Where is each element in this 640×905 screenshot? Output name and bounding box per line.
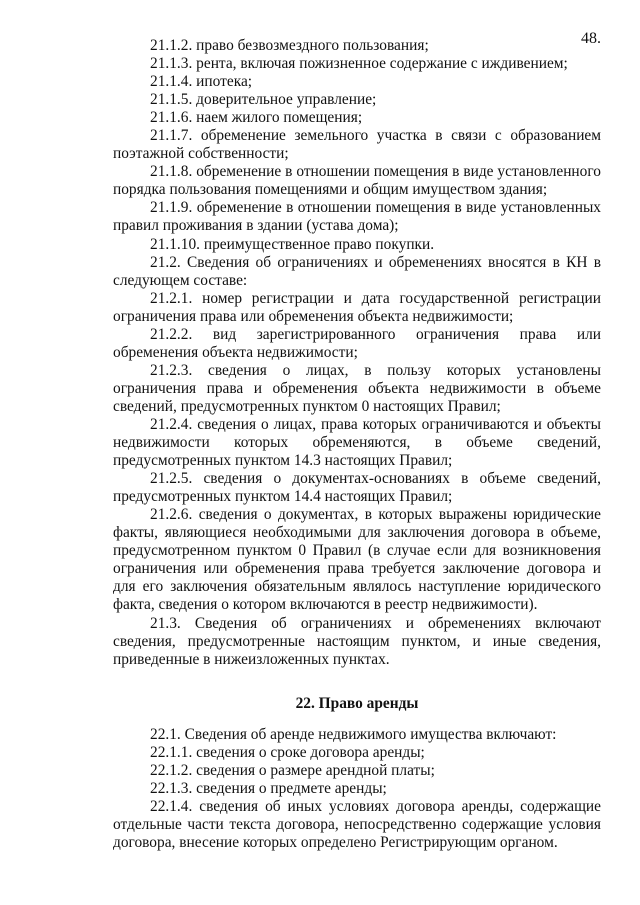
section-heading: 22. Право аренды	[295, 694, 419, 712]
paragraph: 21.1.9. обременение в отношении помещения в виде установленных правил проживания в здании (устава дома);	[113, 199, 601, 235]
paragraph: 21.3. Сведения об ограничениях и обременениях включают сведения, предусмотренные настоящим пунктом, и иные сведения, приведенные в нижеизложенных пунктах.	[113, 614, 601, 668]
paragraph: 21.2.1. номер регистрации и дата государственной регистрации ограничения права или обременения объекта недвижимости;	[113, 289, 601, 325]
paragraph: 21.1.8. обременение в отношении помещения в виде установленного порядка пользования помещениями и общим имуществом здания;	[113, 163, 601, 199]
paragraph: 21.2.5. сведения о документах-основаниях в объеме сведений, предусмотренных пунктом 14.4 настоящих Правил;	[113, 470, 601, 506]
paragraph: 21.1.6. наем жилого помещения;	[150, 109, 363, 127]
section-21-list	[113, 37, 601, 669]
paragraph: 21.2.2. вид зарегистрированного ограничения права или обременения объекта недвижимости;	[113, 325, 601, 361]
paragraph: 21.1.5. доверительное управление;	[150, 91, 377, 109]
paragraph: 21.1.10. преимущественное право покупки.	[150, 235, 435, 253]
paragraph: 22.1.3. сведения о предмете аренды;	[150, 779, 387, 797]
paragraph: 21.1.7. обременение земельного участка в связи с образованием поэтажной собственности;	[113, 127, 601, 163]
document-body	[113, 37, 601, 852]
paragraph: 21.1.2. право безвозмездного пользования;	[150, 37, 429, 54]
paragraph: 21.2. Сведения об ограничениях и обременениях вносятся в КН в следующем составе:	[113, 253, 601, 289]
page-number: 48.	[581, 30, 601, 47]
paragraph: 22.1. Сведения об аренде недвижимого имущества включают:	[150, 725, 557, 743]
section-22-list	[113, 726, 601, 852]
paragraph: 22.1.1. сведения о сроке договора аренды;	[150, 743, 425, 761]
paragraph: 21.2.3. сведения о лицах, в пользу которых установлены ограничения права и обременения объекта недвижимости в объеме сведений, предусмотренных пунктом 0 настоящих Правил;	[113, 361, 601, 415]
paragraph: 22.1.4. сведения об иных условиях договора аренды, содержащие отдельные части текста договора, непосредственно содержащие условия договора, внесение которых определено Регистрирующим органом.	[113, 797, 601, 851]
paragraph: 21.2.6. сведения о документах, в которых выражены юридические факты, являющиеся необходимыми для заключения договора в объеме, предусмотренном пунктом 0 Правил (в случае если для возникновения ограничения или обременения права требуется заключение договора и для его заключения обязательным являлось наступление юридического факта, сведения о котором включаются в реестр недвижимости).	[113, 506, 601, 614]
paragraph: 21.1.4. ипотека;	[150, 73, 253, 91]
paragraph: 22.1.2. сведения о размере арендной платы;	[150, 761, 435, 779]
paragraph: 21.1.3. рента, включая пожизненное содержание с иждивением;	[150, 55, 568, 73]
paragraph: 21.2.4. сведения о лицах, права которых ограничиваются и объекты недвижимости которых обременяются, в объеме сведений, предусмотренных пунктом 14.3 настоящих Правил;	[113, 415, 601, 470]
